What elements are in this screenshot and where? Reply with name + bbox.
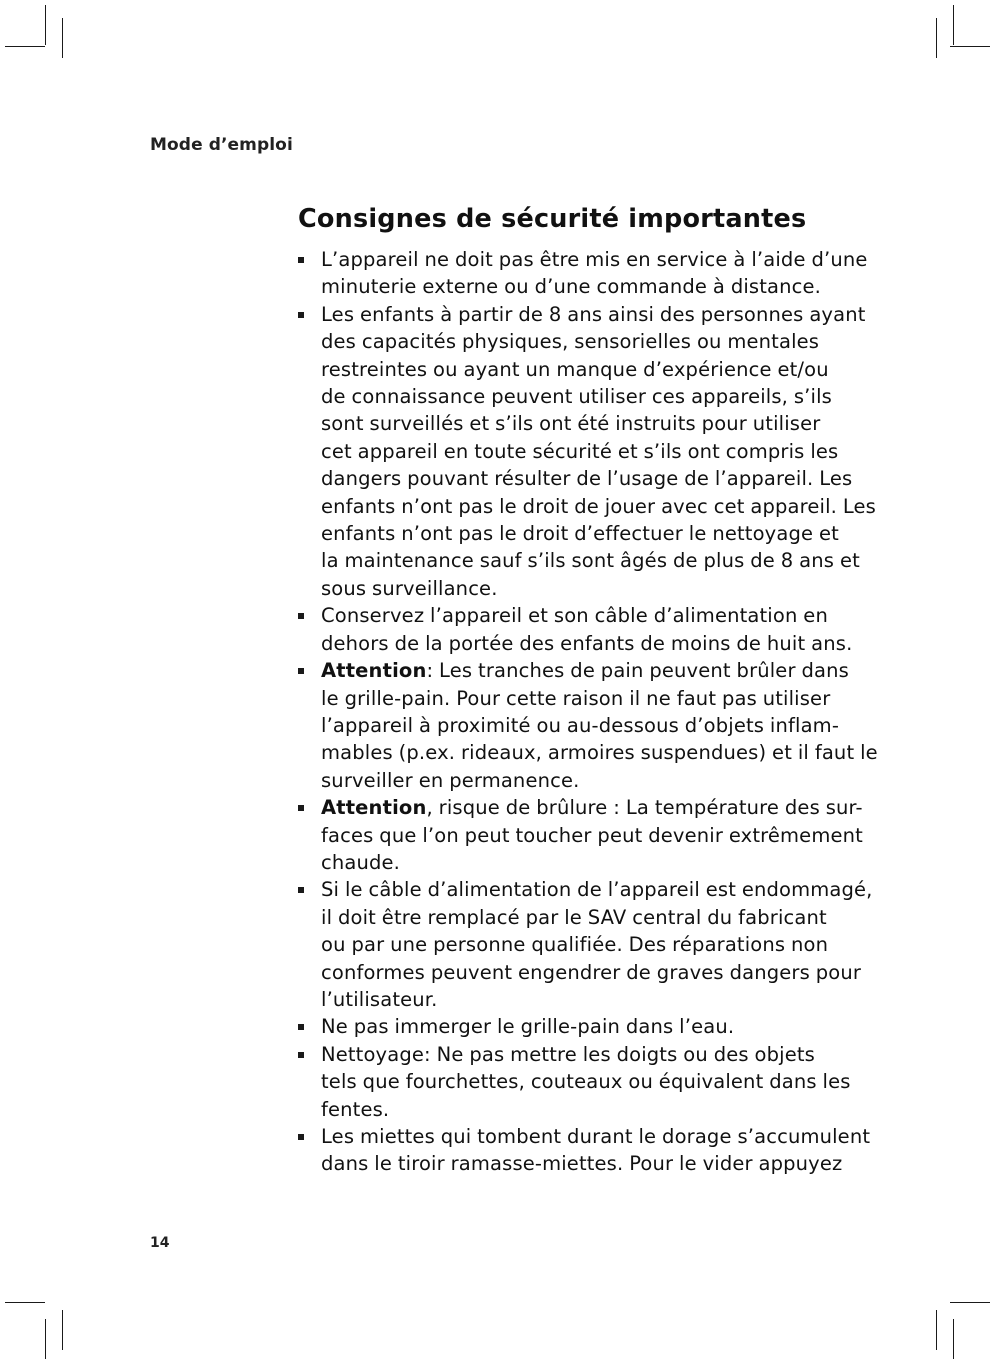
crop-mark: [950, 1302, 990, 1303]
crop-mark: [5, 46, 45, 47]
text-line: [321, 657, 888, 684]
text-line: Les miettes qui tombent durant le dorage s’accumulent: [321, 1125, 871, 1148]
safety-instructions-list: [298, 246, 888, 1178]
text-line: minuterie externe ou d’une commande à distance.: [321, 275, 821, 299]
crop-mark: [950, 46, 990, 47]
text-line: dans le tiroir ramasse-miettes. Pour le vider appuyez: [321, 1152, 843, 1176]
crop-mark: [936, 18, 937, 58]
square-bullet-icon: [298, 312, 304, 318]
list-item: [298, 301, 888, 602]
text-line: [321, 794, 888, 821]
text-line: Nettoyage: Ne pas mettre les doigts ou des objets: [321, 1042, 815, 1066]
text-line: ou par une personne qualifiée. Des réparations non: [321, 933, 829, 957]
text-line: enfants n’ont pas le droit de jouer avec cet appareil. Les: [321, 494, 876, 518]
text-line: de connaissance peuvent utiliser ces appareils, s’ils: [321, 385, 832, 409]
text-line: cet appareil en toute sécurité et s’ils ont compris les: [321, 439, 839, 463]
list-item: [298, 602, 888, 657]
list-item: [298, 876, 888, 1013]
text-line: conformes peuvent engendrer de graves dangers pour: [321, 960, 862, 984]
square-bullet-icon: [298, 887, 304, 893]
attention-label: Attention: [321, 796, 427, 820]
text-line: l’utilisateur.: [321, 987, 438, 1011]
crop-mark: [936, 1310, 937, 1350]
square-bullet-icon: [298, 1134, 304, 1140]
crop-mark: [62, 1310, 63, 1350]
text-line: fentes.: [321, 1097, 390, 1121]
square-bullet-icon: [298, 257, 304, 263]
text-line: Les enfants à partir de 8 ans ainsi des personnes ayant: [321, 302, 866, 326]
text-line: l’appareil à proximité ou au-dessous d’objets inflam-: [321, 713, 840, 737]
text-line: Conservez l’appareil et son câble d’alimentation en: [321, 604, 828, 628]
text-line: restreintes ou ayant un manque d’expérience et/ou: [321, 357, 829, 381]
square-bullet-icon: [298, 805, 304, 811]
text-line: enfants n’ont pas le droit d’effectuer le nettoyage et: [321, 522, 839, 546]
running-header: Mode d’emploi: [150, 135, 293, 155]
text-line: L’appareil ne doit pas être mis en service à l’aide d’une: [321, 248, 868, 271]
text-line: il doit être remplacé par le SAV central du fabricant: [321, 905, 827, 929]
square-bullet-icon: [298, 1024, 304, 1030]
list-item: [298, 1013, 888, 1040]
list-item: [298, 794, 888, 876]
crop-mark: [45, 5, 46, 45]
text-run: , risque de brûlure : La température des sur-: [426, 796, 863, 820]
square-bullet-icon: [298, 613, 304, 619]
crop-mark: [5, 1302, 45, 1303]
text-line: faces que l’on peut toucher peut devenir extrêmement: [321, 823, 863, 847]
crop-mark: [953, 1319, 954, 1359]
list-item: [298, 1123, 888, 1178]
crop-mark: [62, 18, 63, 58]
text-line: Si le câble d’alimentation de l’appareil est endommagé,: [321, 878, 873, 902]
square-bullet-icon: [298, 668, 304, 674]
text-line: tels que fourchettes, couteaux ou équivalent dans les: [321, 1070, 851, 1094]
text-line: des capacités physiques, sensorielles ou mentales: [321, 330, 820, 354]
list-item: [298, 246, 888, 301]
text-line: sont surveillés et s’ils ont été instruits pour utiliser: [321, 412, 821, 436]
text-line: le grille-pain. Pour cette raison il ne faut pas utiliser: [321, 686, 831, 710]
text-line: surveiller en permanence.: [321, 768, 580, 792]
crop-mark: [953, 5, 954, 45]
text-line: dehors de la portée des enfants de moins de huit ans.: [321, 631, 853, 655]
attention-label: Attention: [321, 659, 427, 683]
square-bullet-icon: [298, 1052, 304, 1058]
text-line: la maintenance sauf s’ils sont âgés de plus de 8 ans et: [321, 549, 860, 573]
text-line: mables (p.ex. rideaux, armoires suspendues) et il faut le: [321, 741, 878, 765]
text-line: sous surveillance.: [321, 576, 498, 600]
text-line: Ne pas immerger le grille-pain dans l’eau.: [321, 1015, 735, 1039]
text-line: chaude.: [321, 850, 401, 874]
crop-mark: [45, 1319, 46, 1359]
page-number: 14: [150, 1235, 170, 1251]
list-item: [298, 657, 888, 794]
text-run: : Les tranches de pain peuvent brûler dans: [426, 659, 849, 683]
section-title: Consignes de sécurité importantes: [298, 204, 807, 234]
list-item: [298, 1041, 888, 1123]
text-line: dangers pouvant résulter de l’usage de l’appareil. Les: [321, 467, 853, 491]
